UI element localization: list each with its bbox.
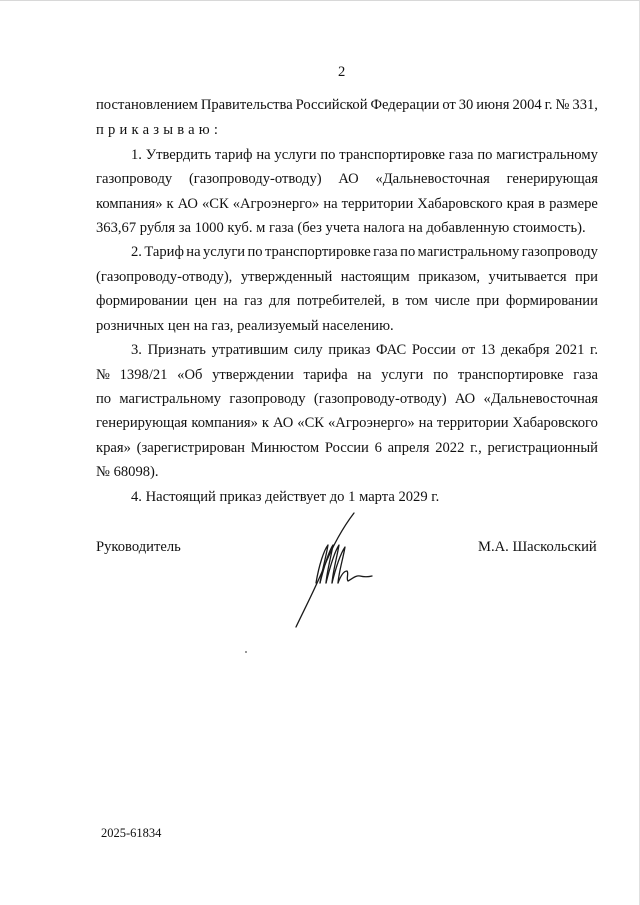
word: 3.: [131, 342, 142, 358]
word: компания»: [96, 196, 163, 212]
word: постановлением: [96, 97, 198, 113]
word: в: [538, 196, 546, 212]
word: транспортировке: [457, 367, 564, 383]
word: «Агроэнерго»: [232, 196, 320, 212]
word: числе: [434, 293, 470, 309]
word: тариф: [214, 147, 253, 163]
word: по: [477, 147, 493, 163]
word: апреля: [387, 440, 430, 456]
word: газа: [573, 367, 598, 383]
word: №: [96, 367, 110, 383]
word: регистрационный: [487, 440, 598, 456]
word: по: [433, 367, 449, 383]
word: газа: [373, 244, 398, 260]
text-line: [131, 243, 598, 261]
text-line: [131, 146, 598, 164]
word: услуги: [202, 244, 246, 260]
text-line: 363,67 рубля за 1000 куб. м газа (без учета налога на добавленную стоимость).: [96, 220, 586, 236]
word: по: [400, 244, 416, 260]
text-line: [96, 366, 598, 384]
word: «СК: [297, 415, 325, 431]
scan-speck: [245, 651, 247, 653]
word: г.: [544, 97, 553, 113]
word: магистральному: [119, 391, 222, 407]
word: Минюстом: [250, 440, 320, 456]
word: июня: [476, 97, 510, 113]
word: формировании: [96, 293, 189, 309]
word: Российской: [295, 97, 368, 113]
word: газопроводу: [96, 171, 173, 187]
word: газопроводу: [229, 391, 306, 407]
word: 1398/21: [119, 367, 168, 383]
word: от: [461, 342, 475, 358]
word: при: [575, 269, 598, 285]
text-line: [96, 195, 598, 213]
word: размере: [549, 196, 598, 212]
signer-title: Руководитель: [96, 539, 181, 555]
word: тарифа: [303, 367, 348, 383]
word: по: [96, 391, 112, 407]
word: (газопроводу-отводу): [188, 171, 322, 187]
word: «Дальневосточная: [483, 391, 598, 407]
word: 13: [480, 342, 496, 358]
word: «Дальневосточная: [375, 171, 490, 187]
text-line: [131, 341, 598, 359]
word: АО: [272, 415, 294, 431]
word: цен: [194, 293, 217, 309]
word: Хабаровского: [512, 415, 598, 431]
word: Признать: [147, 342, 206, 358]
word: газ: [244, 293, 263, 309]
document-code: 2025-61834: [101, 826, 162, 840]
word: услуги: [274, 147, 317, 163]
text-line: [96, 390, 598, 408]
word: по: [247, 244, 263, 260]
text-line: [96, 439, 598, 457]
word: 2022: [435, 440, 465, 456]
page-number: 2: [338, 64, 346, 80]
text-line: [96, 414, 598, 432]
word: Тариф: [144, 244, 184, 260]
word: утратившим: [211, 342, 289, 358]
word: территории: [436, 415, 509, 431]
word: на: [323, 196, 338, 212]
word: утвержденный: [240, 269, 333, 285]
text-line: [96, 170, 598, 188]
word: г.,: [470, 440, 482, 456]
word: «СК: [201, 196, 229, 212]
word: Утвердить: [145, 147, 212, 163]
word: настоящим: [340, 269, 410, 285]
word: газа: [448, 147, 474, 163]
word: АО: [177, 196, 198, 212]
word: на: [357, 367, 372, 383]
word: 2021: [555, 342, 585, 358]
word: силу: [293, 342, 323, 358]
word: АО: [338, 171, 359, 187]
word: магистральному: [417, 244, 520, 260]
word: 30: [458, 97, 474, 113]
word: для: [268, 293, 291, 309]
word: при: [476, 293, 500, 309]
word: формировании: [505, 293, 598, 309]
word: генерирующая: [506, 171, 598, 187]
word: АО: [454, 391, 476, 407]
word: на: [223, 293, 238, 309]
word: в: [391, 293, 399, 309]
word: г.: [590, 342, 598, 358]
word: России: [411, 342, 456, 358]
word: транспортировке: [264, 244, 371, 260]
word: генерирующая: [96, 415, 188, 431]
word: края»: [96, 440, 131, 456]
word: приказ: [328, 342, 371, 358]
word: учитывается: [488, 269, 567, 285]
word: утверждении: [212, 367, 294, 383]
word: 331,: [572, 97, 598, 113]
word: транспортировке: [339, 147, 445, 163]
word: России: [324, 440, 369, 456]
text-line: [96, 268, 598, 286]
word: услуги: [381, 367, 424, 383]
word: края: [506, 196, 535, 212]
signer-name: М.А. Шаскольский: [478, 539, 597, 555]
handwritten-signature: [286, 505, 386, 635]
word: территории: [341, 196, 414, 212]
word: 2004: [512, 97, 542, 113]
word: газопроводу: [521, 244, 598, 260]
word: 6: [374, 440, 382, 456]
text-line: 4. Настоящий приказ действует до 1 марта 2029 г.: [131, 489, 440, 505]
word: Хабаровского: [417, 196, 503, 212]
word: приказом,: [418, 269, 481, 285]
order-word: приказываю:: [96, 122, 223, 138]
word: Федерации: [370, 97, 440, 113]
word: к: [261, 415, 269, 431]
word: Правительства: [200, 97, 293, 113]
word: на: [186, 244, 201, 260]
word: по: [320, 147, 336, 163]
word: «Агроэнерго»: [328, 415, 415, 431]
text-line: [96, 292, 598, 310]
word: том: [405, 293, 428, 309]
word: на: [256, 147, 271, 163]
word: (зарегистрирован: [136, 440, 245, 456]
word: декабря: [500, 342, 550, 358]
word: ФАС: [376, 342, 407, 358]
word: компания»: [191, 415, 258, 431]
word: к: [166, 196, 174, 212]
word: от: [442, 97, 456, 113]
word: 1.: [131, 147, 142, 163]
word: №: [555, 97, 570, 113]
text-line: розничных цен на газ, реализуемый населению.: [96, 318, 394, 334]
word: на: [418, 415, 433, 431]
word: «Об: [177, 367, 203, 383]
text-line: [96, 96, 598, 114]
text-line: № 68098).: [96, 464, 159, 480]
word: 2.: [131, 244, 142, 260]
word: магистральному: [496, 147, 598, 163]
word: (газопроводу-отводу),: [96, 269, 233, 285]
word: (газопроводу-отводу): [313, 391, 447, 407]
word: потребителей,: [296, 293, 386, 309]
